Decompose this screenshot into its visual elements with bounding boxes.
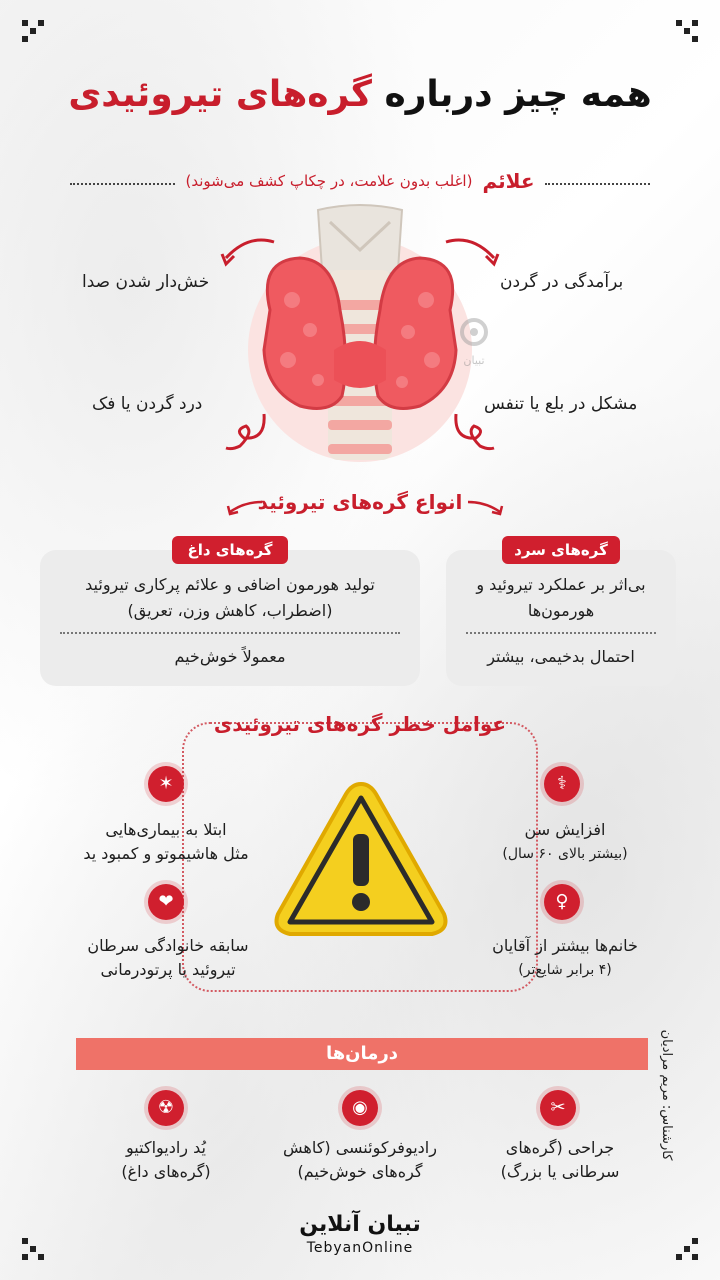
curly-arrow-icon (452, 410, 500, 454)
dotted-divider (70, 183, 176, 185)
curly-arrow-icon (220, 410, 268, 454)
title-red: گره‌های تیروئیدی (68, 74, 372, 115)
corner-ornament-top-right (676, 20, 698, 42)
risk-family-line2: تیروئید یا پرتودرمانی (100, 960, 236, 979)
risk-age (480, 818, 650, 866)
arrow-icon (224, 496, 264, 520)
page-title (0, 70, 720, 120)
treatment-surgery (480, 1136, 640, 1184)
risk-age-line2: (بیشتر بالای ۶۰ سال) (502, 846, 628, 862)
treatment-rfa-line1: رادیوفرکوئنسی (کاهش (283, 1138, 437, 1157)
risk-age-line1: افزایش سن (524, 820, 606, 839)
watermark-logo (454, 316, 494, 368)
risk-women-line1: خانم‌ها بیشتر از آقایان (492, 936, 638, 955)
cold-nodules-card (446, 550, 676, 686)
hot-line-2: (اضطراب، کاهش وزن، تعریق) (127, 601, 333, 620)
cold-nodules-label: گره‌های سرد (502, 536, 620, 564)
symptom-neck-lump: برآمدگی در گردن (500, 272, 624, 292)
symptoms-heading: علائم (482, 169, 535, 193)
logo-en: TebyanOnline (306, 1240, 414, 1256)
symptom-hoarseness: خش‌دار شدن صدا (82, 272, 210, 292)
risk-disease-line2: مثل هاشیموتو و کمبود ید (83, 844, 249, 863)
treatment-iodine-line1: یُد رادیواکتیو (126, 1138, 206, 1157)
hot-nodules-label: گره‌های داغ (172, 536, 288, 564)
credit-text: کارشناس: مریم مرادیان (659, 1029, 674, 1161)
hot-line-3: معمولاً خوش‌خیم (174, 647, 286, 666)
symptoms-subheading: (اغلب بدون علامت، در چکاپ کشف می‌شوند) (185, 172, 473, 190)
hot-nodules-card (40, 550, 420, 686)
woman-icon: ♀ (544, 884, 580, 920)
cold-line-3: احتمال بدخیمی، بیشتر (487, 647, 635, 666)
cold-line-2: هورمون‌ها (527, 601, 595, 620)
treatment-iodine-line2: (گره‌های داغ) (121, 1162, 211, 1181)
arrow-icon (218, 232, 278, 272)
title-black: همه چیز درباره (384, 74, 652, 115)
arrow-icon (442, 232, 502, 272)
risk-disease-line1: ابتلا به بیماری‌هایی (105, 820, 227, 839)
risk-women-line2: (۴ برابر شایع‌تر) (518, 962, 612, 978)
scalpel-icon: ✂ (540, 1090, 576, 1126)
arrow-icon (466, 496, 506, 520)
risk-family-line1: سابقه خانوادگی سرطان (87, 936, 249, 955)
symptom-swallowing: مشکل در بلع یا تنفس (484, 394, 638, 414)
treatment-iodine (96, 1136, 236, 1184)
symptoms-header (70, 166, 650, 196)
radiofrequency-icon: ◉ (342, 1090, 378, 1126)
types-heading: انواع گره‌های تیروئید (257, 490, 463, 514)
cold-line-1: بی‌اثر بر عملکرد تیروئید و (476, 575, 646, 594)
risk-heading: عوامل خطر گره‌های تیروئیدی (213, 712, 507, 736)
logo-fa: تبیان آنلاین (299, 1212, 421, 1237)
ribbon-icon: ❤ (148, 884, 184, 920)
risk-women (470, 934, 660, 982)
treatment-rfa-line2: گره‌های خوش‌خیم) (297, 1162, 423, 1181)
corner-ornament-top-left (22, 20, 44, 42)
thyroid-icon: ✶ (148, 766, 184, 802)
treatment-surgery-line1: جراحی (گره‌های (505, 1138, 615, 1157)
dotted-divider (545, 183, 651, 185)
symptom-neck-pain: درد گردن یا فک (92, 394, 203, 414)
dotted-divider (60, 632, 400, 634)
person-cane-icon: ⚕ (544, 766, 580, 802)
hot-line-1: تولید هورمون اضافی و علائم پرکاری تیروئید (85, 575, 375, 594)
watermark-text: تبیان (463, 354, 485, 367)
treatment-heading: درمان‌ها (76, 1038, 648, 1070)
risk-family (70, 934, 266, 982)
treatment-rfa (258, 1136, 462, 1184)
radioactive-icon: ☢ (148, 1090, 184, 1126)
dotted-divider (466, 632, 656, 634)
warning-icon (272, 778, 450, 940)
treatment-surgery-line2: سرطانی یا بزرگ) (500, 1162, 620, 1181)
risk-disease (66, 818, 266, 866)
